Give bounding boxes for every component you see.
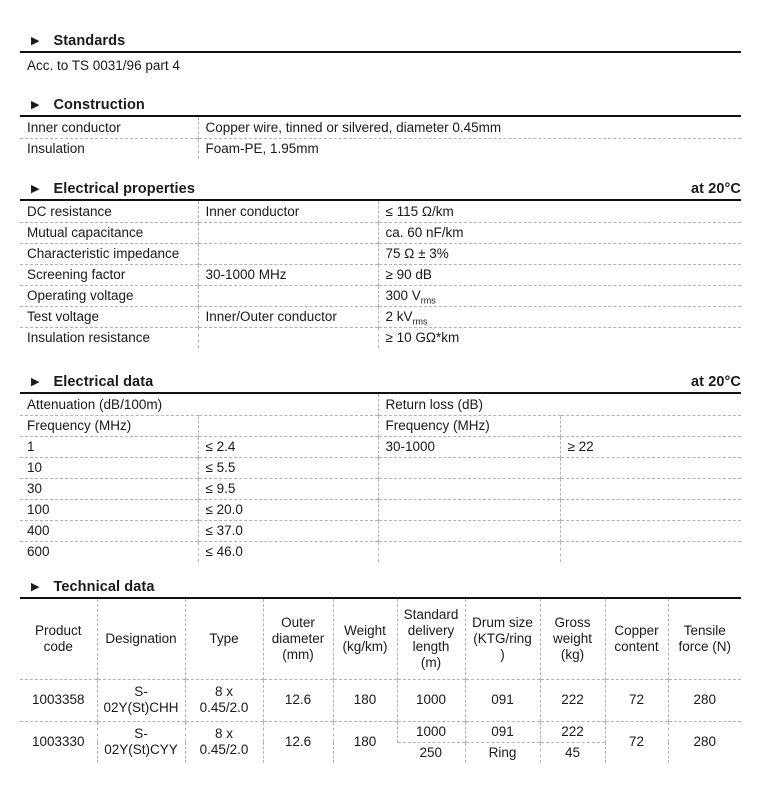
property-value: Copper wire, tinned or silvered, diameter 0.45mm bbox=[198, 117, 741, 138]
attenuation-frequency: 1 bbox=[20, 436, 198, 457]
section-header-electrical-properties bbox=[20, 181, 741, 201]
section-title-group bbox=[20, 33, 125, 49]
table-row bbox=[20, 520, 741, 541]
section-title: Electrical properties bbox=[53, 181, 195, 197]
property-label: DC resistance bbox=[27, 203, 112, 219]
column-header-drum-size: Drum size (KTG/ring) bbox=[465, 599, 540, 679]
drum-size: Ring bbox=[465, 742, 540, 763]
construction-table bbox=[20, 117, 741, 159]
section-title: Electrical data bbox=[53, 374, 154, 390]
empty-cell bbox=[378, 478, 560, 499]
section-condition: at 20°C bbox=[690, 181, 741, 197]
return-loss-value: ≥ 22 bbox=[560, 436, 741, 457]
table-row bbox=[20, 138, 741, 159]
attenuation-value: ≤ 2.4 bbox=[198, 436, 378, 457]
property-label: Insulation resistance bbox=[20, 327, 198, 348]
property-value: Foam-PE, 1.95mm bbox=[198, 138, 741, 159]
property-qualifier: Inner/Outer conductor bbox=[198, 306, 378, 327]
technical-data-table bbox=[20, 599, 741, 763]
frequency-label: Frequency (MHz) bbox=[20, 415, 198, 436]
table-row bbox=[20, 117, 741, 138]
table-row bbox=[20, 541, 741, 562]
empty-cell bbox=[198, 415, 378, 436]
table-row bbox=[20, 222, 741, 243]
section-header-technical-data bbox=[20, 579, 741, 599]
table-row bbox=[20, 499, 741, 520]
product-code: 1003330 bbox=[20, 721, 97, 763]
designation: S-02Y(St)CYY bbox=[97, 721, 185, 763]
property-qualifier bbox=[198, 222, 378, 243]
column-header-delivery-length: Standard delivery length (m) bbox=[397, 599, 465, 679]
weight: 180 bbox=[333, 679, 397, 721]
return-loss-frequency: 30-1000 bbox=[378, 436, 560, 457]
property-qualifier bbox=[198, 327, 378, 348]
value-text: 300 V bbox=[385, 288, 421, 303]
tensile-force: 280 bbox=[668, 721, 741, 763]
frequency-label: Frequency (MHz) bbox=[378, 415, 560, 436]
weight: 180 bbox=[333, 721, 397, 763]
gross-weight: 222 bbox=[540, 679, 605, 721]
attenuation-frequency: 400 bbox=[20, 520, 198, 541]
table-row bbox=[20, 201, 741, 222]
table-row bbox=[20, 436, 741, 457]
section-arrow-icon: ▶ bbox=[31, 35, 40, 47]
designation: S-02Y(St)CHH bbox=[97, 679, 185, 721]
attenuation-frequency: 10 bbox=[20, 457, 198, 478]
property-qualifier: Inner conductor bbox=[198, 201, 378, 222]
empty-cell bbox=[378, 541, 560, 562]
property-label: Test voltage bbox=[20, 306, 198, 327]
section-electrical-properties bbox=[20, 181, 741, 348]
product-row bbox=[20, 721, 741, 742]
electrical-data-table bbox=[20, 394, 741, 562]
property-label: Characteristic impedance bbox=[20, 243, 198, 264]
property-qualifier: 30-1000 MHz bbox=[198, 264, 378, 285]
property-label: Inner conductor bbox=[27, 119, 121, 135]
electrical-properties-table bbox=[20, 201, 741, 348]
product-row bbox=[20, 679, 741, 721]
section-header-standards bbox=[20, 33, 741, 53]
type: 8 x 0.45/2.0 bbox=[185, 679, 263, 721]
column-header-designation: Designation bbox=[97, 599, 185, 679]
property-value bbox=[378, 306, 741, 327]
attenuation-value: ≤ 9.5 bbox=[198, 478, 378, 499]
property-label: Screening factor bbox=[20, 264, 198, 285]
table-row bbox=[20, 478, 741, 499]
standards-text: Acc. to TS 0031/96 part 4 bbox=[27, 58, 180, 73]
section-standards bbox=[20, 33, 741, 74]
attenuation-frequency: 600 bbox=[20, 541, 198, 562]
table-header-row bbox=[20, 599, 741, 679]
table-row bbox=[20, 457, 741, 478]
column-header-product-code: Product code bbox=[34, 622, 82, 654]
delivery-length: 250 bbox=[397, 742, 465, 763]
table-row bbox=[20, 285, 741, 306]
empty-cell bbox=[560, 415, 741, 436]
empty-cell bbox=[560, 520, 741, 541]
attenuation-value: ≤ 37.0 bbox=[198, 520, 378, 541]
column-header-type: Type bbox=[185, 599, 263, 679]
drum-size: 091 bbox=[465, 721, 540, 742]
table-row bbox=[20, 243, 741, 264]
property-qualifier bbox=[198, 285, 378, 306]
property-value: ≥ 10 GΩ*km bbox=[378, 327, 741, 348]
property-value: ≥ 90 dB bbox=[378, 264, 741, 285]
property-label: Insulation bbox=[20, 138, 198, 159]
property-qualifier bbox=[198, 243, 378, 264]
section-title-group bbox=[20, 374, 153, 390]
drum-size: 091 bbox=[465, 679, 540, 721]
section-arrow-icon: ▶ bbox=[31, 183, 40, 195]
attenuation-frequency: 100 bbox=[20, 499, 198, 520]
section-arrow-icon: ▶ bbox=[31, 376, 40, 388]
section-arrow-icon: ▶ bbox=[31, 581, 40, 593]
attenuation-value: ≤ 46.0 bbox=[198, 541, 378, 562]
type: 8 x 0.45/2.0 bbox=[185, 721, 263, 763]
column-header-tensile-force: Tensile force (N) bbox=[668, 599, 741, 679]
delivery-length: 1000 bbox=[397, 721, 465, 742]
property-value: 75 Ω ± 3% bbox=[378, 243, 741, 264]
property-label: Mutual capacitance bbox=[20, 222, 198, 243]
table-row bbox=[20, 394, 741, 415]
empty-cell bbox=[560, 499, 741, 520]
column-header-gross-weight: Gross weight (kg) bbox=[540, 599, 605, 679]
empty-cell bbox=[560, 478, 741, 499]
attenuation-header: Attenuation (dB/100m) bbox=[27, 396, 163, 412]
section-title: Standards bbox=[53, 33, 126, 49]
section-title: Construction bbox=[53, 97, 145, 113]
delivery-length: 1000 bbox=[397, 679, 465, 721]
table-row bbox=[20, 264, 741, 285]
empty-cell bbox=[378, 457, 560, 478]
copper-content: 72 bbox=[605, 679, 668, 721]
section-construction bbox=[20, 97, 741, 159]
table-row bbox=[20, 306, 741, 327]
section-arrow-icon: ▶ bbox=[31, 99, 40, 111]
gross-weight: 45 bbox=[540, 742, 605, 763]
section-technical-data bbox=[20, 579, 741, 763]
value-subscript: rms bbox=[412, 316, 428, 327]
attenuation-value: ≤ 20.0 bbox=[198, 499, 378, 520]
product-code: 1003358 bbox=[20, 679, 97, 721]
value-subscript: rms bbox=[420, 295, 436, 306]
section-title-group bbox=[20, 181, 195, 197]
attenuation-value: ≤ 5.5 bbox=[198, 457, 378, 478]
column-header-copper-content: Copper content bbox=[605, 599, 668, 679]
section-header-construction bbox=[20, 97, 741, 117]
outer-diameter: 12.6 bbox=[263, 679, 333, 721]
empty-cell bbox=[378, 499, 560, 520]
section-header-electrical-data bbox=[20, 374, 741, 394]
section-title: Technical data bbox=[53, 579, 155, 595]
column-header-outer-diameter: Outer diameter (mm) bbox=[263, 599, 333, 679]
property-value bbox=[378, 285, 741, 306]
section-title-group bbox=[20, 579, 155, 595]
property-value: ca. 60 nF/km bbox=[378, 222, 741, 243]
outer-diameter: 12.6 bbox=[263, 721, 333, 763]
attenuation-frequency: 30 bbox=[20, 478, 198, 499]
property-label: Operating voltage bbox=[20, 285, 198, 306]
section-title-group bbox=[20, 97, 145, 113]
property-value: ≤ 115 Ω/km bbox=[378, 201, 741, 222]
copper-content: 72 bbox=[605, 721, 668, 763]
empty-cell bbox=[378, 520, 560, 541]
tensile-force: 280 bbox=[668, 679, 741, 721]
table-row bbox=[20, 415, 741, 436]
section-electrical-data bbox=[20, 374, 741, 562]
gross-weight: 222 bbox=[540, 721, 605, 742]
empty-cell bbox=[560, 541, 741, 562]
empty-cell bbox=[560, 457, 741, 478]
return-loss-header: Return loss (dB) bbox=[378, 394, 741, 415]
column-header-weight: Weight (kg/km) bbox=[333, 599, 397, 679]
value-text: 2 kV bbox=[385, 309, 413, 324]
section-condition: at 20°C bbox=[690, 374, 741, 390]
table-row bbox=[20, 327, 741, 348]
